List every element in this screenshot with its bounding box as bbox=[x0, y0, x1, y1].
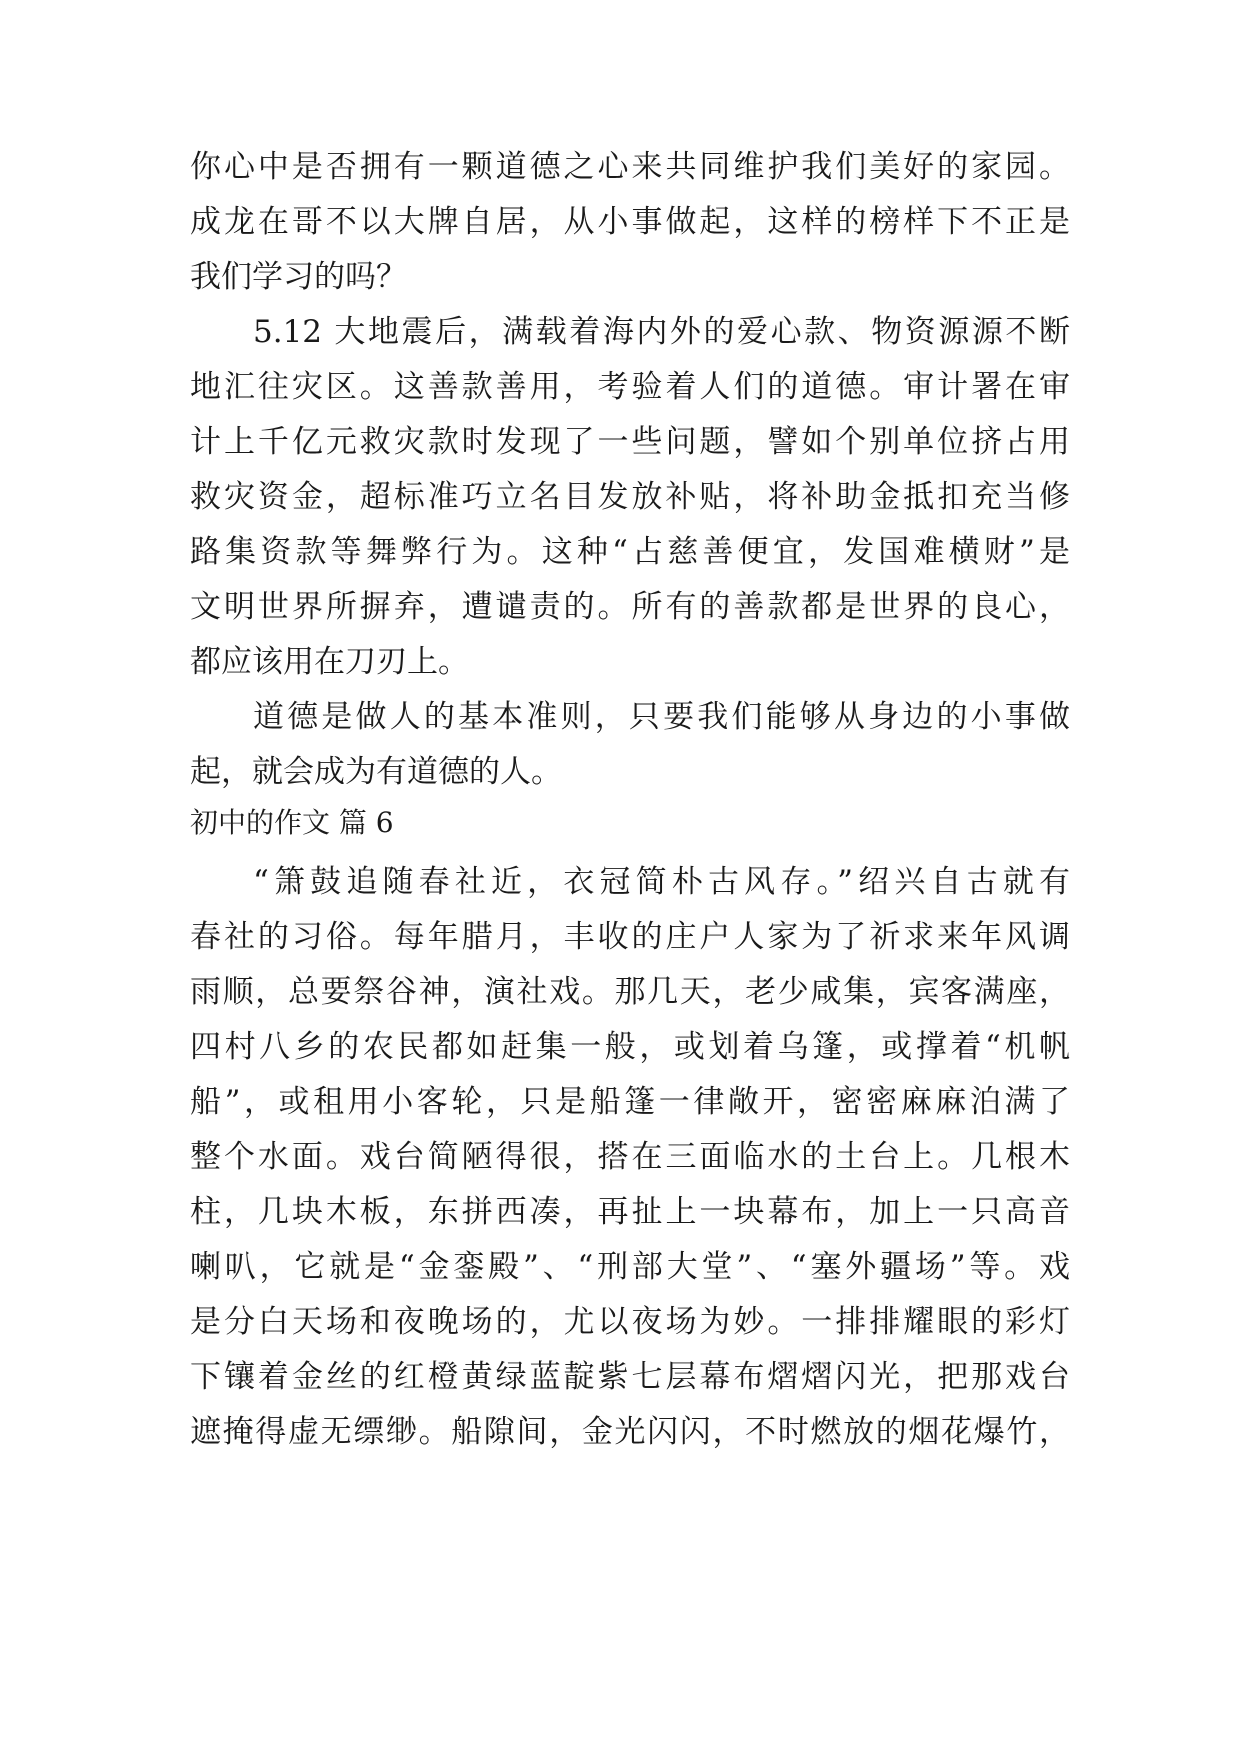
text-line-23: 下镶着金丝的红橙黄绿蓝靛紫七层幕布熠熠闪光，把那戏台 bbox=[190, 1359, 1070, 1395]
text-line-21: 喇叭，它就是“金銮殿”、“刑部大堂”、“塞外疆场”等。戏 bbox=[190, 1249, 1070, 1285]
text-line-12: 起，就会成为有道德的人。 bbox=[190, 754, 562, 790]
text-line-5: 地汇往灾区。这善款善用，考验着人们的道德。审计署在审 bbox=[190, 369, 1070, 405]
text-line-9: 文明世界所摒弃，遭谴责的。所有的善款都是世界的良心， bbox=[190, 589, 1070, 625]
text-line-22: 是分白天场和夜晚场的，尤以夜场为妙。一排排耀眼的彩灯 bbox=[190, 1304, 1070, 1340]
text-line-16: 雨顺，总要祭谷神，演社戏。那几天，老少咸集，宾客满座， bbox=[190, 974, 1070, 1010]
text-line-15: 春社的习俗。每年腊月，丰收的庄户人家为了祈求来年风调 bbox=[190, 919, 1070, 955]
text-line-3: 我们学习的吗？ bbox=[190, 259, 407, 295]
text-line-2: 成龙在哥不以大牌自居，从小事做起，这样的榜样下不正是 bbox=[190, 204, 1070, 240]
text-line-7: 救灾资金，超标准巧立名目发放补贴，将补助金抵扣充当修 bbox=[190, 479, 1070, 515]
text-line-1: 你心中是否拥有一颗道德之心来共同维护我们美好的家园。 bbox=[190, 149, 1070, 185]
text-line-14: “箫鼓追随春社近，衣冠简朴古风存。”绍兴自古就有 bbox=[253, 864, 1070, 900]
text-line-4: 5.12 大地震后，满载着海内外的爱心款、物资源源不断 bbox=[253, 314, 1070, 350]
text-line-10: 都应该用在刀刃上。 bbox=[190, 644, 469, 680]
text-line-6: 计上千亿元救灾款时发现了一些问题，譬如个别单位挤占用 bbox=[190, 424, 1070, 460]
text-line-20: 柱，几块木板，东拼西凑，再扯上一块幕布，加上一只高音 bbox=[190, 1194, 1070, 1230]
text-line-8: 路集资款等舞弊行为。这种“占慈善便宜，发国难横财”是 bbox=[190, 534, 1070, 570]
text-line-18: 船”，或租用小客轮，只是船篷一律敞开，密密麻麻泊满了 bbox=[190, 1084, 1070, 1120]
text-line-19: 整个水面。戏台简陋得很，搭在三面临水的土台上。几根木 bbox=[190, 1139, 1070, 1175]
text-line-24: 遮掩得虚无缥缈。船隙间，金光闪闪，不时燃放的烟花爆竹， bbox=[190, 1414, 1070, 1450]
text-line-11: 道德是做人的基本准则，只要我们能够从身边的小事做 bbox=[253, 699, 1070, 735]
section-heading: 初中的作文 篇 6 bbox=[190, 806, 394, 839]
text-line-17: 四村八乡的农民都如赶集一般，或划着乌篷，或撑着“机帆 bbox=[190, 1029, 1070, 1065]
